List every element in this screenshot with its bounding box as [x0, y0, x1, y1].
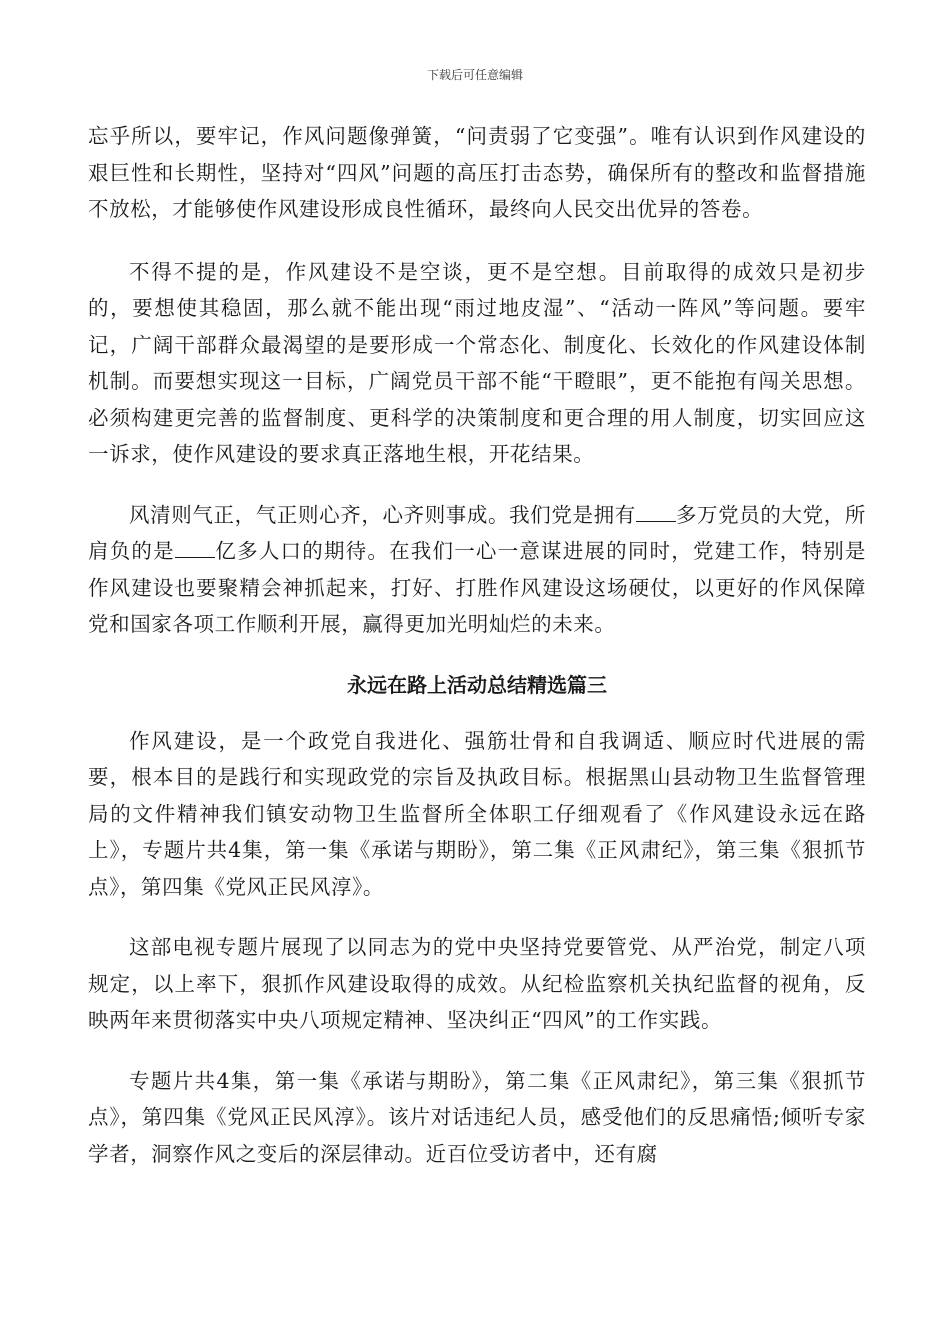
paragraph-party-members — [88, 497, 866, 643]
paragraph-documentary: 这部电视专题片展现了以同志为的党中央坚持党要管党、从严治党，制定八项规定，以上率下，狠抓作风建设取得的成效。从纪检监察机关执纪监督的视角，反映两年来贯彻落实中央八项规定精神、坚决纠正“四风”的工作实践。 — [88, 935, 866, 1032]
fill-in-blank — [175, 539, 215, 558]
section-title: 永远在路上活动总结精选篇三 — [347, 672, 607, 697]
paragraph-continuation: 忘乎所以，要牢记，作风问题像弹簧，“问责弱了它变强”。唯有认识到作风建设的艰巨性和长期性，坚持对“四风”问题的高压打击态势，确保所有的整改和监督措施不放松，才能够使作风建设形成良性循环，最终向人民交出优异的答卷。 — [88, 124, 866, 221]
document-body — [88, 118, 866, 1196]
paragraph-section-intro: 作风建设，是一个政党自我进化、强筋壮骨和自我调适、顺应时代进展的需要，根本目的是践行和实现政党的宗旨及执政目标。根据黑山县动物卫生监督管理局的文件精神我们镇安动物卫生监督所全体职工仔细观看了《作风建设永远在路上》，专题片共4集，第一集《承诺与期盼》，第二集《正风肃纪》，第三集《狠抓节点》，第四集《党风正民风淳》。 — [88, 728, 866, 899]
fill-in-blank — [636, 503, 676, 522]
paragraph-text: 风清则气正，气正则心齐，心齐则事成。我们党是拥有 — [129, 502, 636, 527]
paragraph-text: 多万党员的大党，所肩负的是 — [88, 502, 866, 563]
page-header: 下载后可任意编辑 — [426, 68, 523, 82]
paragraph-style-building: 不得不提的是，作风建设不是空谈，更不是空想。目前取得的成效只是初步的，要想使其稳固，那么就不能出现“雨过地皮湿”、“活动一阵风”等问题。要牢记，广阔干部群众最渴望的是要形成一个常态化、制度化、长效化的作风建设体制机制。而要想实现这一目标，广阔党员干部不能“干瞪眼”，更不能抱有闯关思想。必须构建更完善的监督制度、更科学的决策制度和更合理的用人制度，切实回应这一诉求，使作风建设的要求真正落地生根，开花结果。 — [88, 259, 866, 466]
paragraph-episodes: 专题片共4集，第一集《承诺与期盼》，第二集《正风肃纪》，第三集《狠抓节点》，第四集《党风正民风淳》。该片对话违纪人员，感受他们的反思痛悟;倾听专家学者，洞察作风之变后的深层律动。近百位受访者中，还有腐 — [88, 1068, 866, 1166]
paragraph-text: 亿多人口的期待。在我们一心一意谋进展的同时，党建工作，特别是作风建设也要聚精会神抓起来，打好、打胜作风建设这场硬仗，以更好的作风保障党和国家各项工作顺利开展，赢得更加光明灿烂的未来。 — [88, 539, 866, 636]
